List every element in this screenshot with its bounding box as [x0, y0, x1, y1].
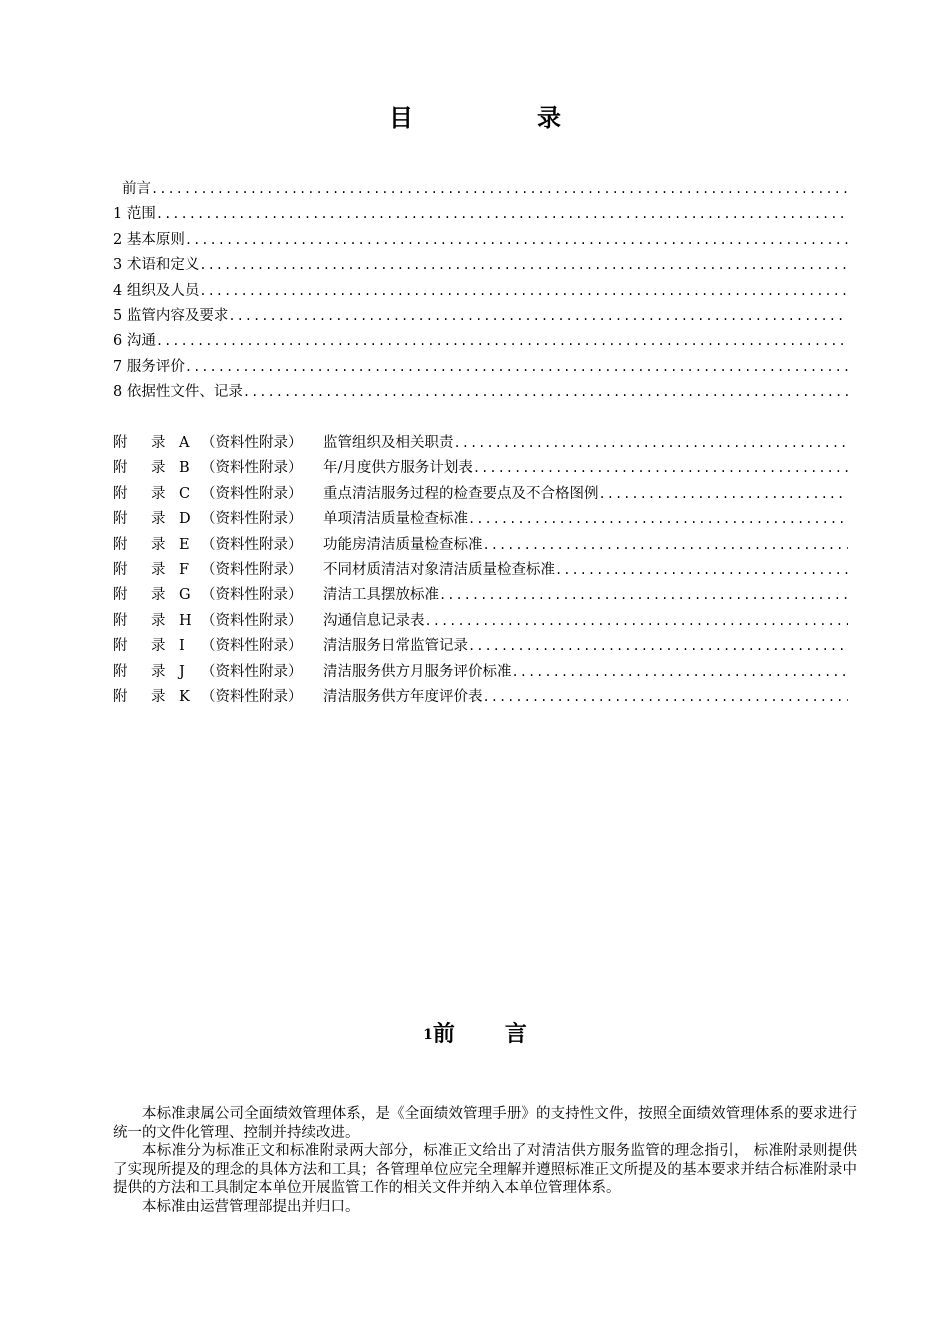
- appendix-type: （资料性附录）: [201, 435, 303, 451]
- appendix-prefix: [113, 685, 323, 706]
- appendix-type: （资料性附录）: [201, 485, 303, 502]
- appendix-title: 不同材质清洁对象清洁质量检查标准: [323, 561, 555, 578]
- appendix-prefix: [113, 660, 323, 681]
- toc-appendix-e[interactable]: [113, 533, 848, 558]
- appendix-title: 清洁服务供方月服务评价标准: [323, 663, 512, 680]
- dot-leader: [156, 207, 848, 221]
- toc-appendix-i[interactable]: [113, 634, 848, 659]
- toc-entry-label: 6 沟通: [113, 333, 156, 350]
- dot-leader: [243, 385, 848, 399]
- appendix-prefix: [113, 609, 323, 630]
- toc-appendix-d[interactable]: [113, 507, 848, 532]
- toc-appendix-j[interactable]: [113, 660, 848, 685]
- appendix-prefix: [113, 431, 323, 452]
- dot-leader: [156, 334, 848, 348]
- appendix-type: （资料性附录）: [201, 688, 303, 705]
- toc-entry-scope[interactable]: [113, 202, 848, 227]
- appendix-title: 清洁工具摆放标准: [323, 587, 439, 604]
- toc-appendix-h[interactable]: [113, 609, 848, 634]
- appendix-type: （资料性附录）: [201, 511, 303, 528]
- dot-leader: [199, 284, 848, 298]
- appendix-prefix: [113, 558, 323, 579]
- appendix-prefix: [113, 583, 323, 604]
- appendix-letter: J: [179, 663, 185, 680]
- appendix-prefix: [113, 533, 323, 554]
- appendix-letter: F: [179, 561, 190, 578]
- appendix-fu: 附: [113, 663, 128, 680]
- toc-entry-communication[interactable]: [113, 329, 848, 354]
- toc-appendix-c[interactable]: [113, 482, 848, 507]
- appendix-title: 沟通信息记录表: [323, 612, 425, 629]
- dot-leader: [151, 182, 848, 196]
- toc-entry-label: 1 范围: [113, 206, 156, 223]
- appendix-letter: B: [179, 460, 190, 477]
- appendix-prefix: [113, 634, 323, 655]
- appendix-lu: 录: [151, 638, 166, 655]
- toc-title: 目 录: [389, 103, 611, 132]
- appendix-prefix: [113, 507, 323, 528]
- toc-entry-organization[interactable]: [113, 279, 848, 304]
- toc-appendix-g[interactable]: [113, 583, 848, 608]
- appendix-fu: 附: [113, 536, 128, 553]
- appendix-lu: 录: [151, 688, 166, 705]
- appendix-type: （资料性附录）: [201, 663, 303, 680]
- appendix-fu: 附: [113, 435, 128, 451]
- toc-entry-label: 2 基本原则: [113, 231, 185, 248]
- appendix-type: （资料性附录）: [201, 638, 303, 655]
- toc-appendix-k[interactable]: [113, 685, 848, 710]
- toc-entry-label: 3 术语和定义: [113, 257, 200, 274]
- appendix-fu: 附: [113, 612, 128, 629]
- dot-leader: [468, 639, 848, 653]
- foreword-heading: [0, 1017, 950, 1048]
- dot-leader: [512, 665, 849, 679]
- appendix-title: 单项清洁质量检查标准: [323, 511, 468, 528]
- appendix-letter: C: [179, 485, 191, 502]
- dot-leader: [599, 487, 849, 501]
- appendix-type: （资料性附录）: [201, 561, 303, 578]
- appendix-fu: 附: [113, 587, 128, 604]
- appendix-letter: A: [179, 435, 190, 451]
- appendix-title: 清洁服务供方年度评价表: [323, 688, 483, 705]
- toc-entry-terms[interactable]: [113, 253, 848, 278]
- toc-appendix-a[interactable]: [113, 431, 848, 456]
- appendix-lu: 录: [151, 561, 166, 578]
- toc-appendix-list: [113, 431, 848, 710]
- dot-leader: [199, 258, 848, 272]
- appendix-letter: K: [179, 688, 190, 705]
- appendix-type: （资料性附录）: [201, 587, 303, 604]
- appendix-lu: 录: [151, 460, 166, 477]
- toc-entry-principles[interactable]: [113, 228, 848, 253]
- appendix-lu: 录: [151, 485, 166, 502]
- dot-leader: [555, 563, 848, 577]
- appendix-fu: 附: [113, 688, 128, 705]
- appendix-fu: 附: [113, 561, 128, 578]
- appendix-letter: G: [179, 587, 191, 604]
- dot-leader: [228, 309, 848, 323]
- appendix-type: （资料性附录）: [201, 460, 303, 477]
- toc-entry-label: 前言: [122, 181, 151, 197]
- appendix-fu: 附: [113, 460, 128, 477]
- appendix-type: （资料性附录）: [201, 612, 303, 629]
- toc-entry-foreword[interactable]: [113, 177, 848, 202]
- toc-appendix-f[interactable]: [113, 558, 848, 583]
- toc-entry-evaluation[interactable]: [113, 355, 848, 380]
- foreword-paragraph: 本标准分为标准正文和标准附录两大部分，标准正文给出了对清洁供方服务监管的理念指引， 标准附录则提供了实现所提及的理念的具体方法和工具；各管理单位应完全理解并遵照标准正文所提及的基本要求并结合标准附录中提供的方法和工具制定本单位开展监管工作的相关文件并纳入本单位管理体系。: [113, 1143, 857, 1197]
- appendix-lu: 录: [151, 536, 166, 553]
- appendix-fu: 附: [113, 511, 128, 528]
- toc-entry-label: 8 依据性文件、记录: [113, 384, 243, 401]
- toc-entry-supervision[interactable]: [113, 304, 848, 329]
- dot-leader: [425, 614, 849, 628]
- appendix-title: 监管组织及相关职责: [323, 435, 454, 451]
- foreword-title-part2: 言: [504, 1021, 527, 1047]
- foreword-paragraph: 本标准由运营管理部提出并归口。: [142, 1198, 360, 1215]
- appendix-lu: 录: [151, 587, 166, 604]
- appendix-prefix: [113, 482, 323, 503]
- foreword-paragraph: 本标准隶属公司全面绩效管理体系，是《全面绩效管理手册》的支持性文件，按照全面绩效管理体系的要求进行统一的文件化管理、控制并持续改进。: [113, 1106, 857, 1141]
- dot-leader: [185, 233, 848, 247]
- appendix-title: 功能房清洁质量检查标准: [323, 536, 483, 553]
- dot-leader: [439, 588, 848, 602]
- appendix-prefix: [113, 456, 323, 477]
- foreword-title-part1: 前: [432, 1021, 455, 1047]
- toc-main-list: [113, 177, 848, 406]
- dot-leader: [185, 360, 848, 374]
- appendix-title: 年/月度供方服务计划表: [323, 460, 473, 477]
- dot-leader: [483, 538, 849, 552]
- appendix-title: 清洁服务日常监管记录: [323, 638, 468, 655]
- appendix-fu: 附: [113, 638, 128, 655]
- toc-entry-label: 4 组织及人员: [113, 282, 200, 299]
- appendix-lu: 录: [151, 612, 166, 629]
- dot-leader: [454, 436, 849, 450]
- appendix-title: 重点清洁服务过程的检查要点及不合格图例: [323, 485, 599, 502]
- appendix-letter: I: [179, 638, 185, 655]
- dot-leader: [468, 512, 848, 526]
- toc-entry-label: 7 服务评价: [113, 358, 185, 375]
- dot-leader: [483, 690, 849, 704]
- appendix-letter: H: [179, 612, 192, 629]
- appendix-lu: 录: [151, 435, 166, 451]
- appendix-letter: D: [179, 511, 191, 528]
- appendix-lu: 录: [151, 663, 166, 680]
- dot-leader: [473, 461, 848, 475]
- appendix-lu: 录: [151, 511, 166, 528]
- appendix-letter: E: [179, 536, 190, 553]
- appendix-type: （资料性附录）: [201, 536, 303, 553]
- foreword-body: [113, 1105, 857, 1217]
- toc-entry-documents[interactable]: [113, 380, 848, 405]
- toc-appendix-b[interactable]: [113, 456, 848, 481]
- toc-entry-label: 5 监管内容及要求: [113, 307, 229, 324]
- appendix-fu: 附: [113, 485, 128, 502]
- foreword-number: 1: [423, 1027, 433, 1043]
